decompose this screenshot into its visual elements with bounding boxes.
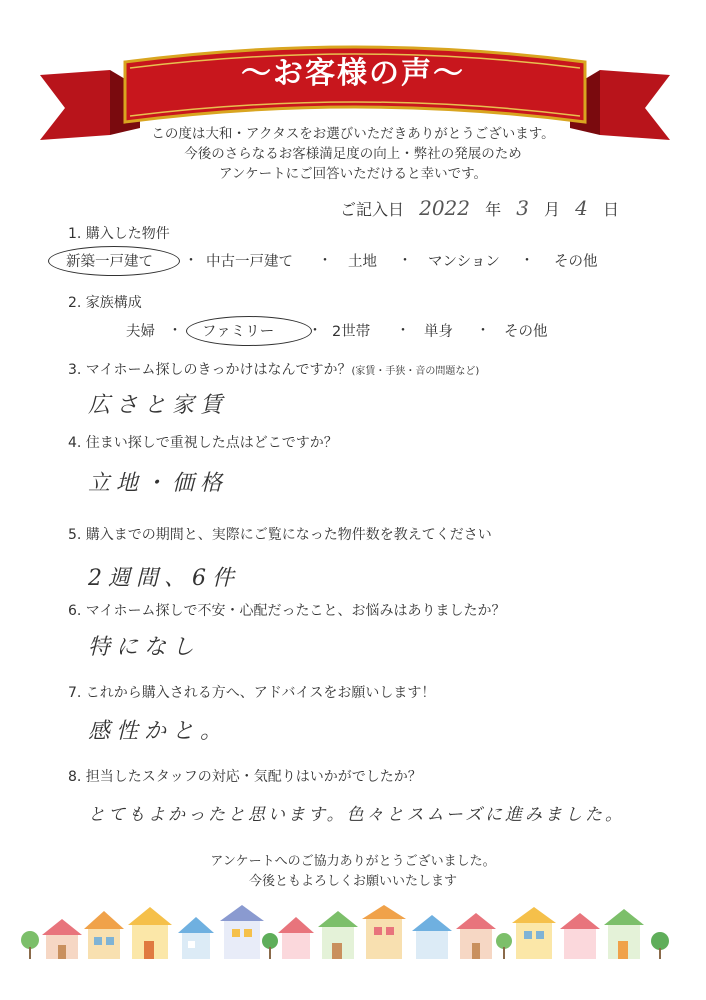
- tree-icon: [21, 931, 39, 959]
- q5-question: 5. 購入までの期間と、実際にご覧になった物件数を教えてください: [68, 527, 492, 543]
- q5-answer[interactable]: 2週間、6件: [88, 566, 240, 591]
- q6-question: 6. マイホーム探しで不安・心配だったこと、お悩みはありましたか？: [68, 603, 506, 619]
- year-unit: 年: [485, 200, 502, 219]
- q2-option-other[interactable]: その他: [504, 324, 548, 340]
- q1-question: 1. 購入した物件: [68, 226, 170, 242]
- q3-note: (家賃・手狭・音の問題など): [351, 366, 480, 377]
- tree-icon: [496, 933, 512, 959]
- house-icon: [456, 913, 496, 959]
- house-icon: [604, 909, 644, 959]
- q1-option-condo[interactable]: マンション: [428, 254, 500, 270]
- house-icon: [220, 905, 264, 959]
- month-unit: 月: [544, 200, 561, 219]
- intro-line-2: 今後のさらなるお客様満足度の向上・弊社の発展のため: [184, 146, 522, 162]
- house-icon: [362, 905, 406, 959]
- intro-line-3: アンケートにご回答いただけると幸いです。: [218, 166, 488, 182]
- footer-line-1: アンケートへのご協力ありがとうございました。: [210, 854, 496, 869]
- q1-option-land[interactable]: 土地: [348, 254, 377, 270]
- q1-option-used-house[interactable]: 中古一戸建て: [206, 254, 293, 270]
- day-unit: 日: [602, 200, 619, 219]
- q2-options: 夫婦 ・ ファミリー ・ 2世帯 ・ 単身 ・ その他: [0, 320, 706, 344]
- date-month[interactable]: 3: [516, 196, 529, 220]
- q1-option-other[interactable]: その他: [554, 254, 598, 270]
- footer-line-2: 今後ともよろしくお願いいたします: [248, 874, 457, 889]
- date-day[interactable]: 4: [575, 196, 588, 220]
- q2-option-single[interactable]: 単身: [424, 324, 453, 340]
- q2-option-two-generation[interactable]: 2世帯: [332, 324, 371, 340]
- house-icon: [412, 915, 452, 959]
- intro-line-1: この度は大和・アクタスをお選びいただきありがとうございます。: [151, 126, 555, 142]
- q7-answer[interactable]: 感性かと。: [88, 719, 229, 744]
- q3-question: [68, 359, 479, 379]
- q8-question: 8. 担当したスタッフの対応・気配りはいかがでしたか？: [68, 769, 422, 785]
- q3-answer[interactable]: 広さと家賃: [88, 393, 229, 418]
- page-title: ～お客様の声～: [241, 56, 465, 91]
- house-icon: [178, 917, 214, 959]
- q2-question: 2. 家族構成: [68, 295, 142, 311]
- house-icon: [278, 917, 314, 959]
- houses-illustration: [20, 905, 680, 965]
- q1-option-new-house[interactable]: 新築一戸建て: [66, 254, 153, 270]
- house-icon: [512, 907, 556, 959]
- house-icon: [42, 919, 82, 959]
- q7-question: 7. これから購入される方へ、アドバイスをお願いします！: [68, 685, 436, 701]
- q4-question: 4. 住まい探しで重視した点はどこですか？: [68, 435, 338, 451]
- entry-date: [340, 196, 619, 220]
- house-icon: [128, 907, 172, 959]
- house-icon: [560, 913, 600, 959]
- date-label: ご記入日: [340, 200, 405, 219]
- q2-option-couple[interactable]: 夫婦: [126, 324, 155, 340]
- tree-icon: [651, 932, 669, 959]
- house-icon: [318, 911, 358, 959]
- tree-icon: [262, 933, 278, 959]
- q1-options: 新築一戸建て ・ 中古一戸建て ・ 土地 ・ マンション ・ その他: [0, 250, 706, 274]
- q8-answer[interactable]: とてもよかったと思います。色々とスムーズに進みました。: [88, 805, 625, 825]
- house-icon: [84, 911, 124, 959]
- q2-option-family[interactable]: ファミリー: [202, 324, 275, 340]
- q6-answer[interactable]: 特になし: [88, 635, 201, 660]
- q4-answer[interactable]: 立地・価格: [88, 471, 229, 496]
- date-year[interactable]: 2022: [419, 196, 471, 220]
- q3-question-text: 3. マイホーム探しのきっかけはなんですか？: [68, 362, 352, 378]
